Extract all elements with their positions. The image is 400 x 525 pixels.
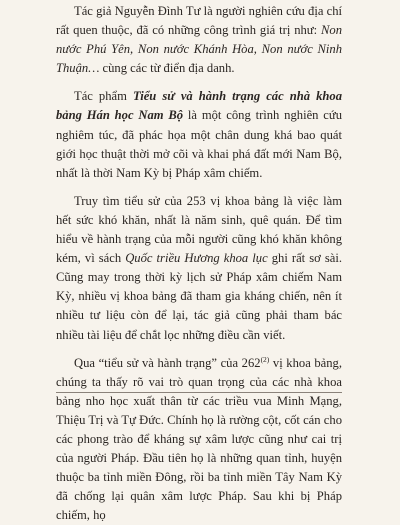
emphasis-text: Non nước Phú Yên, Non nước Khánh Hòa, Non nước Ninh Thuận… <box>56 23 342 76</box>
text-run: Tác phẩm <box>74 89 133 104</box>
paragraph-work-intro <box>56 87 342 182</box>
paragraph-author-intro <box>56 2 342 78</box>
emphasis-text: Tiểu sử và hành trạng các nhà khoa bảng Hán học Nam Bộ <box>56 89 342 123</box>
footnote-area <box>56 392 342 400</box>
text-run: ghi rất sơ sài. Cũng may trong thời kỳ lịch sử Pháp xâm chiếm Nam Kỳ, nhiều vị khoa bảng đã tham gia kháng chiến, nên ít nhiều tư liệu còn để lại, tác giả cũng phải tham bác nhiều tài liệu để chắt lọc những điều cần viết. <box>56 251 342 342</box>
text-run: Tác giả Nguyễn Đình Tư là người nghiên cứu địa chí rất quen thuộc, đã có những công trình giá trị như: <box>56 4 342 38</box>
footnote-marker: (2) <box>260 354 270 364</box>
text-run: là một công trình nghiên cứu nghiêm túc, đã phác họa một chân dung khá bao quát giới học thuật thời mở cõi và khai phá đất mới Nam Bộ, nhất là thời Nam Kỳ bị Pháp xâm chiếm. <box>56 108 342 180</box>
text-run: Truy tìm tiểu sử của 253 vị khoa bảng là việc làm hết sức khó khăn, nhất là năm sinh, quê quán. Để tìm hiểu về hành trạng của mỗi người cũng khó khăn không kém, vì sách <box>56 193 342 266</box>
emphasis-text: Quốc triều Hương khoa lục <box>125 251 268 266</box>
paragraph-role-of-scholars <box>56 354 342 525</box>
text-run: cùng các từ điển địa danh. <box>99 61 235 76</box>
text-run: vị khoa bảng, chúng ta thấy rõ vai trò quan trọng của các nhà khoa bảng nho học xuất thân từ các triều vua Minh Mạng, Thiệu Trị và Tự Đức. Chính họ là rường cột, cốt cán cho các phong trào để kháng sự xâm lược cũng như cai trị của người Pháp. Đầu tiên họ là những quan tỉnh, huyện thuộc ba tỉnh miền Đông, rồi ba tỉnh miền Tây Nam Kỳ đã chống lại quân xâm lược Pháp. Sau khi bị Pháp chiếm, họ <box>56 355 343 523</box>
paragraph-research-difficulty <box>56 192 342 345</box>
text-run: Qua “tiểu sử và hành trạng” của 262 <box>74 355 261 370</box>
